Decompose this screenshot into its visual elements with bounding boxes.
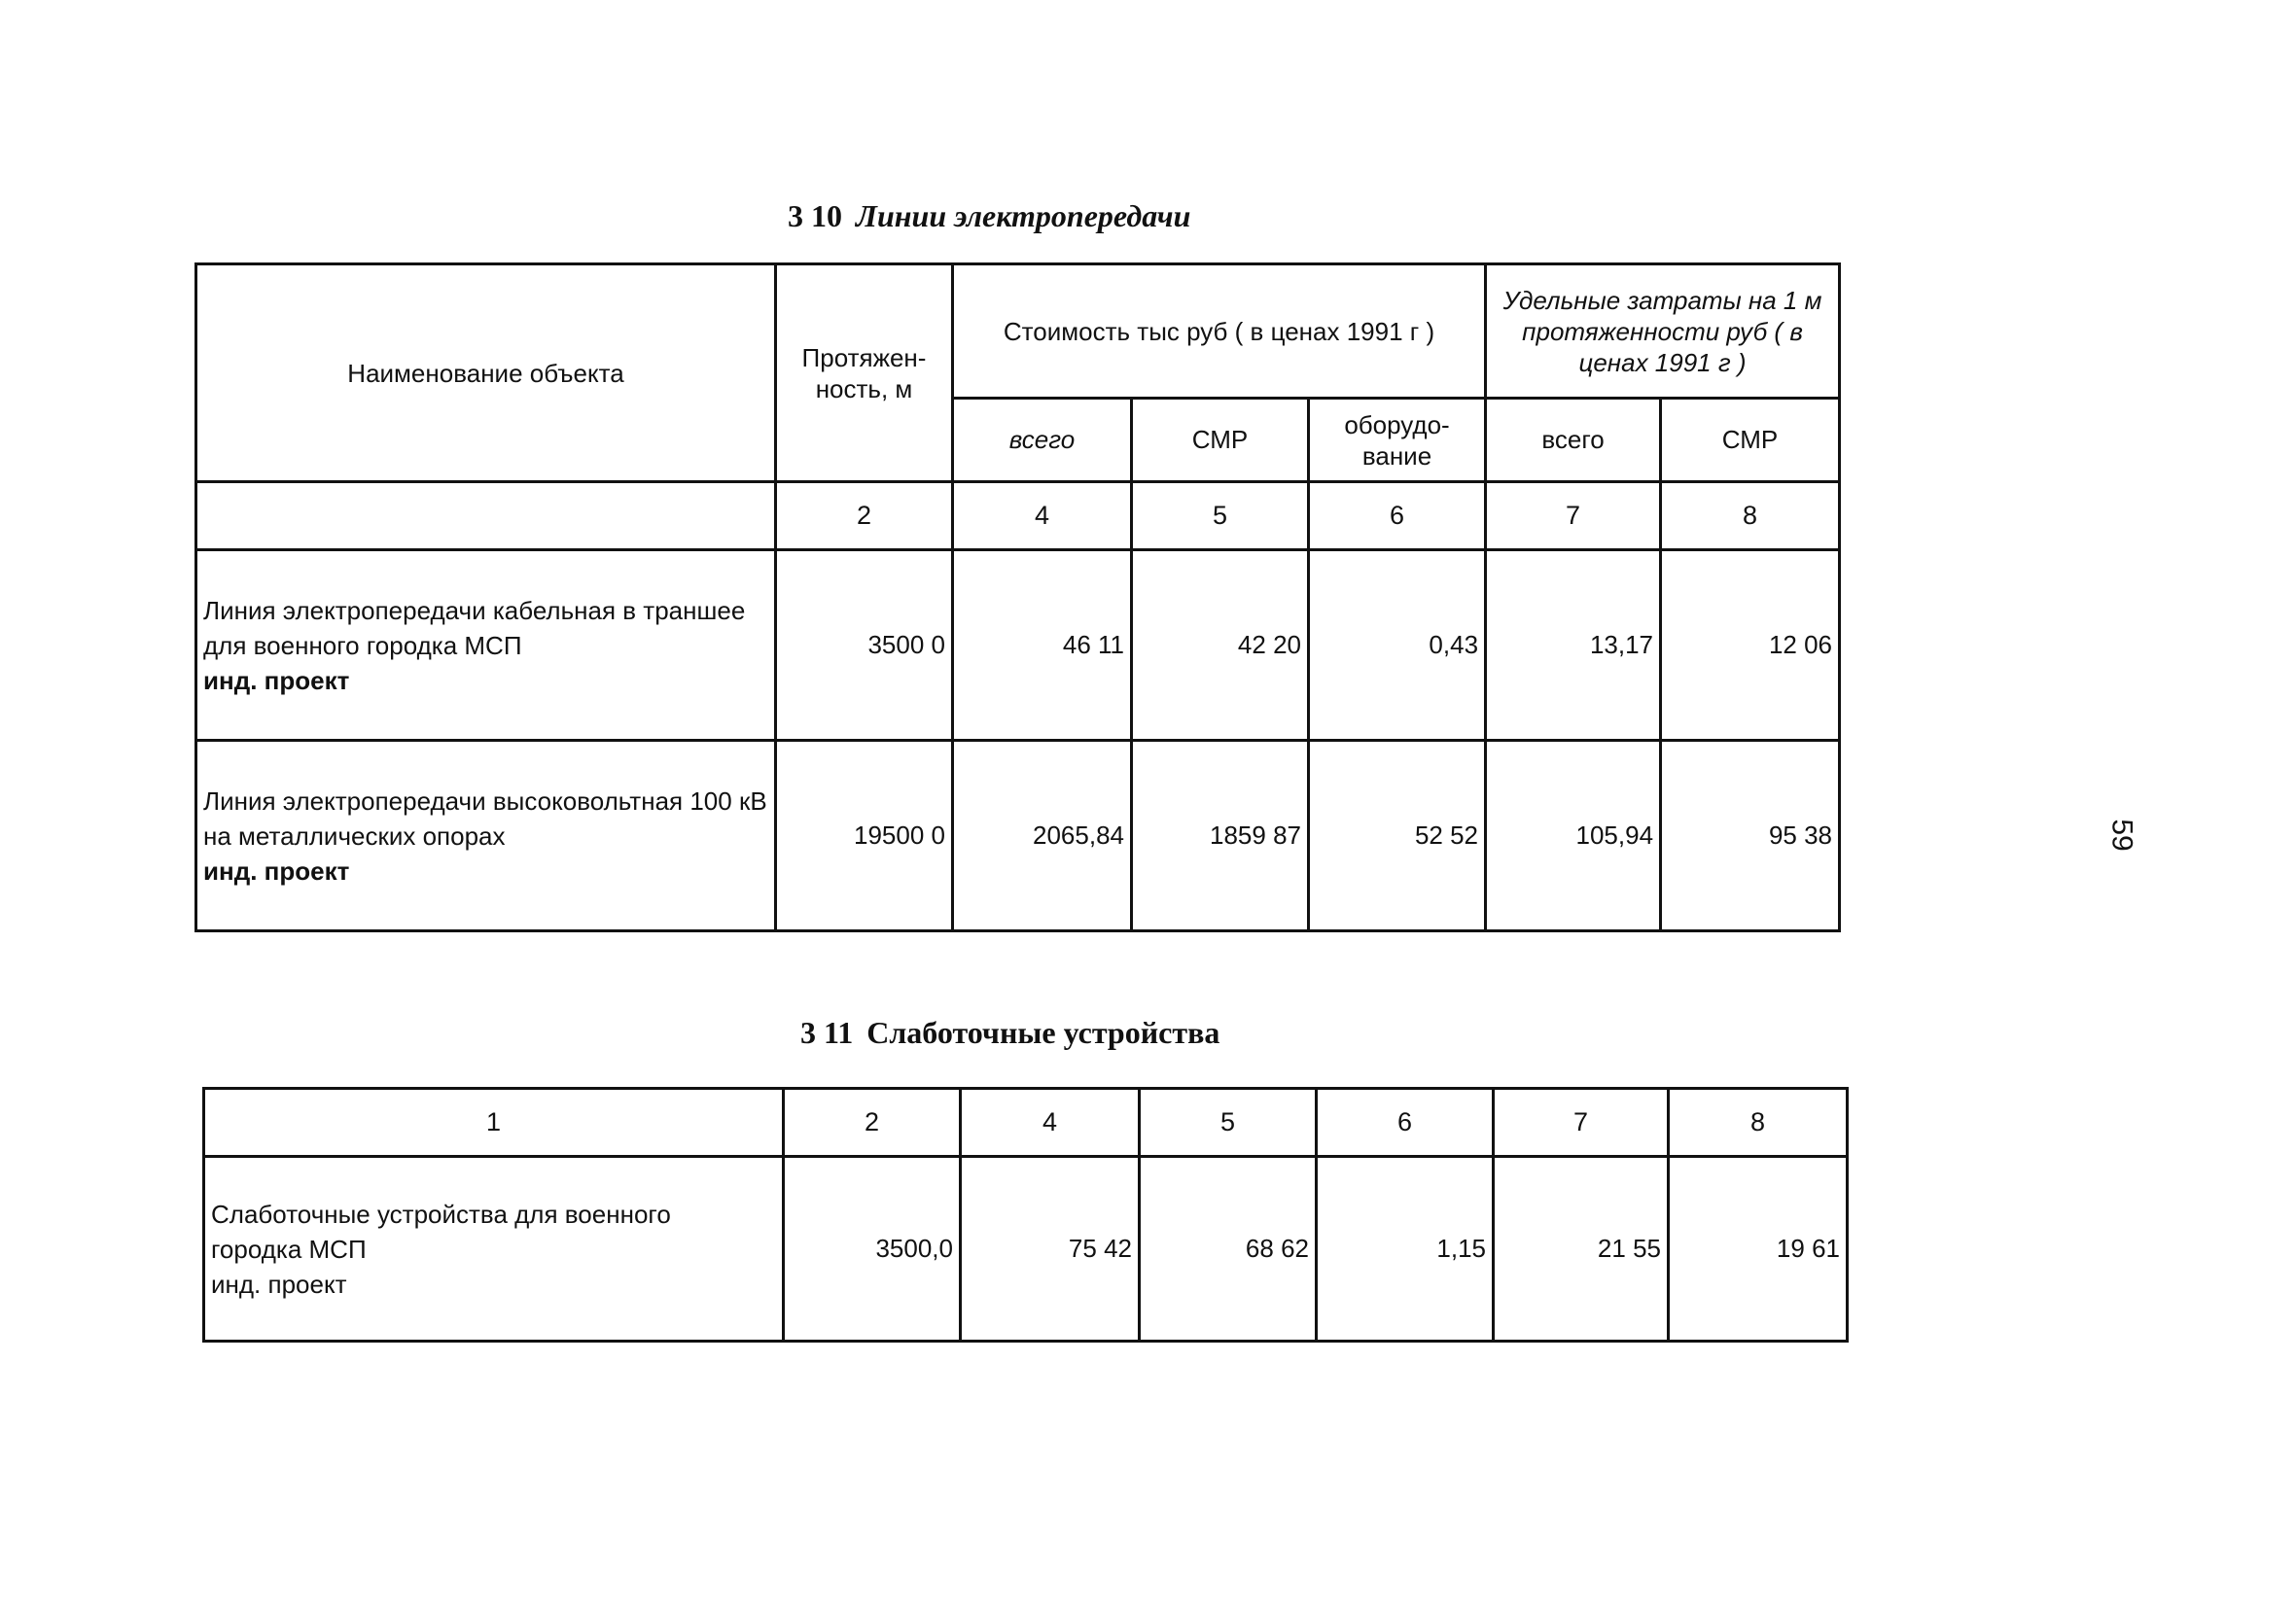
header-specific-smr: СМР xyxy=(1661,399,1840,482)
section-number: 3 10 xyxy=(788,198,842,233)
object-project: инд. проект xyxy=(211,1269,347,1299)
cost-smr-value: 1859 87 xyxy=(1132,741,1309,931)
page-number: 59 xyxy=(2105,819,2138,852)
section-title-power-lines xyxy=(788,198,1190,234)
section-number: 3 11 xyxy=(800,1015,854,1050)
low-current-table xyxy=(202,1087,1849,1343)
cost-total-value: 46 11 xyxy=(953,550,1132,741)
section-title-low-current xyxy=(800,1015,1219,1051)
object-name: Линия электропередачи высоковольтная 100 кВ на металлических опорах xyxy=(203,786,767,851)
specific-smr-value: 95 38 xyxy=(1661,741,1840,931)
object-name-cell xyxy=(196,741,776,931)
column-number: 6 xyxy=(1309,482,1486,550)
specific-smr-value: 12 06 xyxy=(1661,550,1840,741)
object-name: Линия электропередачи кабельная в траншее для военного городка МСП xyxy=(203,595,746,660)
column-number: 2 xyxy=(776,482,953,550)
length-value: 3500,0 xyxy=(784,1157,961,1342)
specific-smr-value: 19 61 xyxy=(1669,1157,1848,1342)
column-number-row xyxy=(196,482,1840,550)
header-length: Протяжен-ность, м xyxy=(776,264,953,482)
column-number-row xyxy=(204,1089,1848,1157)
column-number: 4 xyxy=(961,1089,1140,1157)
specific-total-value: 13,17 xyxy=(1486,550,1661,741)
table-row xyxy=(204,1157,1848,1342)
specific-total-value: 105,94 xyxy=(1486,741,1661,931)
column-number: 8 xyxy=(1669,1089,1848,1157)
column-number: 7 xyxy=(1494,1089,1669,1157)
header-specific-cost-group: Удельные затраты на 1 м протяженности руб ( в ценах 1991 г ) xyxy=(1486,264,1840,399)
column-number: 4 xyxy=(953,482,1132,550)
section-heading: Линии электропередачи xyxy=(856,198,1191,233)
column-number: 5 xyxy=(1140,1089,1317,1157)
cost-smr-value: 68 62 xyxy=(1140,1157,1317,1342)
column-number: 1 xyxy=(204,1089,784,1157)
header-cost-group: Стоимость тыс руб ( в ценах 1991 г ) xyxy=(953,264,1486,399)
column-number: 7 xyxy=(1486,482,1661,550)
header-cost-smr: СМР xyxy=(1132,399,1309,482)
section-heading: Слаботочные устройства xyxy=(866,1015,1220,1050)
header-cost-total: всего xyxy=(953,399,1132,482)
header-specific-total: всего xyxy=(1486,399,1661,482)
power-lines-table xyxy=(194,262,1841,932)
object-project: инд. проект xyxy=(203,856,350,886)
object-name: Слаботочные устройства для военного городка МСП xyxy=(211,1199,671,1264)
cost-equipment-value: 1,15 xyxy=(1317,1157,1494,1342)
cost-total-value: 2065,84 xyxy=(953,741,1132,931)
length-value: 19500 0 xyxy=(776,741,953,931)
specific-total-value: 21 55 xyxy=(1494,1157,1669,1342)
cost-equipment-value: 52 52 xyxy=(1309,741,1486,931)
column-number: 8 xyxy=(1661,482,1840,550)
column-number: 6 xyxy=(1317,1089,1494,1157)
header-object-name: Наименование объекта xyxy=(196,264,776,482)
object-project: инд. проект xyxy=(203,665,350,695)
cost-smr-value: 42 20 xyxy=(1132,550,1309,741)
column-number xyxy=(196,482,776,550)
table-row xyxy=(196,550,1840,741)
cost-equipment-value: 0,43 xyxy=(1309,550,1486,741)
object-name-cell xyxy=(204,1157,784,1342)
header-cost-equipment: оборудо-вание xyxy=(1309,399,1486,482)
cost-total-value: 75 42 xyxy=(961,1157,1140,1342)
column-number: 2 xyxy=(784,1089,961,1157)
column-number: 5 xyxy=(1132,482,1309,550)
object-name-cell xyxy=(196,550,776,741)
length-value: 3500 0 xyxy=(776,550,953,741)
table-row xyxy=(196,741,1840,931)
